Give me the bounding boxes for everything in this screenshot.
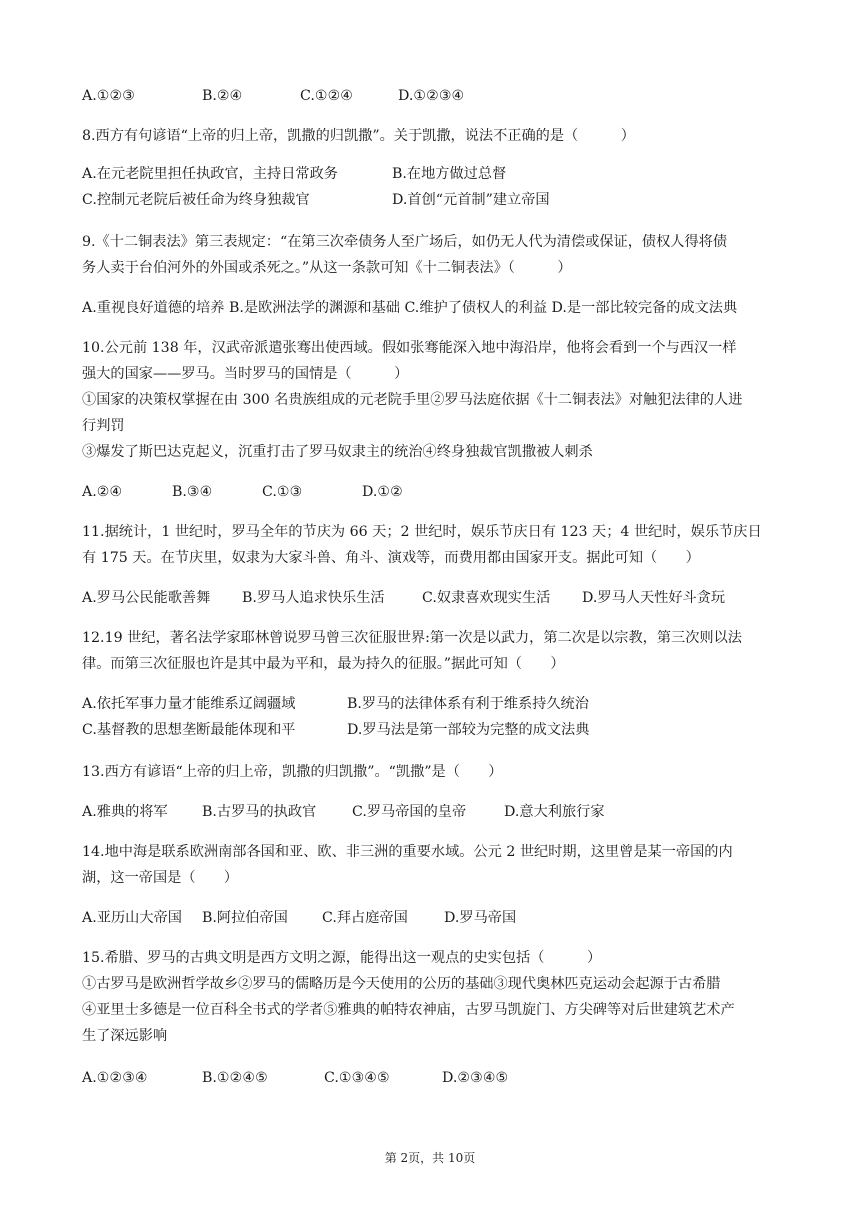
question-11-stem-line-1: 11.据统计，1 世纪时，罗马全年的节庆为 66 天；2 世纪时，娱乐节庆日有 123 天；4 世纪时，娱乐节庆日 bbox=[82, 524, 762, 540]
option-b: B.①②④⑤ bbox=[202, 1070, 268, 1086]
option-d: D.意大利旅行家 bbox=[504, 804, 605, 820]
question-14-options bbox=[82, 908, 516, 928]
question-10-stem-line-2: 强大的国家——罗马。当时罗马的国情是（ ） bbox=[82, 366, 409, 382]
page-number-footer: 第 2页，共 10页 bbox=[384, 1151, 476, 1165]
option-c: C.控制元老院后被任命为终身独裁官 bbox=[82, 192, 310, 208]
option-c: C.①③ bbox=[262, 484, 303, 500]
option-b: B.古罗马的执政官 bbox=[202, 804, 317, 820]
question-14-stem-line-1: 14.地中海是联系欧洲南部各国和亚、欧、非三洲的重要水域。公元 2 世纪时期，这里曾是某一帝国的内 bbox=[82, 844, 733, 860]
question-11-options bbox=[82, 588, 725, 608]
option-a: A.亚历山大帝国 bbox=[82, 910, 182, 926]
option-c: C.拜占庭帝国 bbox=[322, 910, 408, 926]
option-a: A.雅典的将军 bbox=[82, 804, 168, 820]
option-c: C.①②④ bbox=[300, 88, 354, 104]
option-c: C.①③④⑤ bbox=[324, 1070, 390, 1086]
option-b: B.②④ bbox=[202, 88, 243, 104]
option-b: B.在地方做过总督 bbox=[392, 166, 507, 182]
question-8-stem: 8.西方有句谚语“上帝的归上帝，凯撒的归凯撒”。关于凯撒，说法不正确的是（ ） bbox=[82, 128, 635, 144]
option-a: A.①②③④ bbox=[82, 1070, 148, 1086]
question-12-options-row1 bbox=[82, 694, 589, 714]
option-b: B.阿拉伯帝国 bbox=[202, 910, 288, 926]
question-10-item-line-1: ①国家的决策权掌握在由 300 名贵族组成的元老院手里②罗马法庭依据《十二铜表法》对触犯法律的人进 bbox=[82, 392, 743, 408]
question-15-item-line-3: 生了深远影响 bbox=[82, 1028, 168, 1044]
question-14-stem-line-2: 湖，这一帝国是（ ） bbox=[82, 870, 239, 886]
option-a: A.①②③ bbox=[82, 88, 135, 104]
question-9-options: A.重视良好道德的培养 B.是欧洲法学的渊源和基础 C.维护了债权人的利益 D.是一部比较完备的成文法典 bbox=[82, 300, 738, 316]
question-15-item-line-1: ①古罗马是欧洲哲学故乡②罗马的儒略历是今天使用的公历的基础③现代奥林匹克运动会起源于古希腊 bbox=[82, 976, 721, 992]
option-d: D.②③④⑤ bbox=[442, 1070, 509, 1086]
question-7-options bbox=[82, 86, 464, 106]
option-b: B.罗马的法律体系有利于维系持久统治 bbox=[347, 696, 589, 712]
question-10-stem-line-1: 10.公元前 138 年，汉武帝派遣张骞出使西域。假如张骞能深入地中海沿岸，他将会看到一个与西汉一样 bbox=[82, 340, 737, 356]
question-9-stem-line-2: 务人卖于台伯河外的外国或杀死之。”从这一条款可知《十二铜表法》（ ） bbox=[82, 260, 572, 276]
option-d: D.罗马人天性好斗贪玩 bbox=[582, 590, 726, 606]
option-c: C.奴隶喜欢现实生活 bbox=[422, 590, 551, 606]
option-d: D.首创“元首制”建立帝国 bbox=[392, 192, 550, 208]
question-12-stem-line-1: 12.19 世纪，著名法学家耶林曾说罗马曾三次征服世界:第一次是以武力，第二次是以宗教，第三次则以法 bbox=[82, 630, 742, 646]
question-8-options-row1 bbox=[82, 164, 506, 184]
question-15-item-line-2: ④亚里士多德是一位百科全书式的学者⑤雅典的帕特农神庙，古罗马凯旋门、方尖碑等对后世建筑艺术产 bbox=[82, 1002, 735, 1018]
option-a: A.在元老院里担任执政官，主持日常政务 bbox=[82, 166, 338, 182]
option-c: C.基督教的思想垄断最能体现和平 bbox=[82, 722, 296, 738]
question-13-options bbox=[82, 802, 605, 822]
option-a: A.罗马公民能歌善舞 bbox=[82, 590, 211, 606]
question-10-item-line-3: ③爆发了斯巴达克起义，沉重打击了罗马奴隶主的统治④终身独裁官凯撒被人刺杀 bbox=[82, 444, 593, 460]
option-d: D.罗马帝国 bbox=[444, 910, 517, 926]
question-8-options-row2 bbox=[82, 190, 550, 210]
question-15-options bbox=[82, 1068, 508, 1088]
option-b: B.罗马人追求快乐生活 bbox=[242, 590, 385, 606]
question-12-options-row2 bbox=[82, 720, 589, 740]
question-10-options bbox=[82, 482, 403, 502]
option-d: D.罗马法是第一部较为完整的成文法典 bbox=[347, 722, 590, 738]
question-13-stem: 13.西方有谚语“上帝的归上帝，凯撒的归凯撒”。“凯撒”是（ ） bbox=[82, 764, 503, 780]
option-a: A.②④ bbox=[82, 484, 123, 500]
question-11-stem-line-2: 有 175 天。在节庆里，奴隶为大家斗兽、角斗、演戏等，而费用都由国家开支。据此可知（ ） bbox=[82, 550, 700, 566]
question-15-stem: 15.希腊、罗马的古典文明是西方文明之源，能得出这一观点的史实包括（ ） bbox=[82, 950, 602, 966]
question-12-stem-line-2: 律。而第三次征服也许是其中最为平和，最为持久的征服。”据此可知（ ） bbox=[82, 656, 565, 672]
option-d: D.①② bbox=[362, 484, 403, 500]
option-c: C.罗马帝国的皇帝 bbox=[352, 804, 467, 820]
question-10-item-line-2: 行判罚 bbox=[82, 418, 125, 434]
option-a: A.依托军事力量才能维系辽阔疆域 bbox=[82, 696, 296, 712]
question-9-stem-line-1: 9.《十二铜表法》第三表规定：“在第三次牵债务人至广场后，如仍无人代为清偿或保证，债权人得将债 bbox=[82, 234, 728, 250]
option-d: D.①②③④ bbox=[398, 88, 465, 104]
option-b: B.③④ bbox=[172, 484, 213, 500]
